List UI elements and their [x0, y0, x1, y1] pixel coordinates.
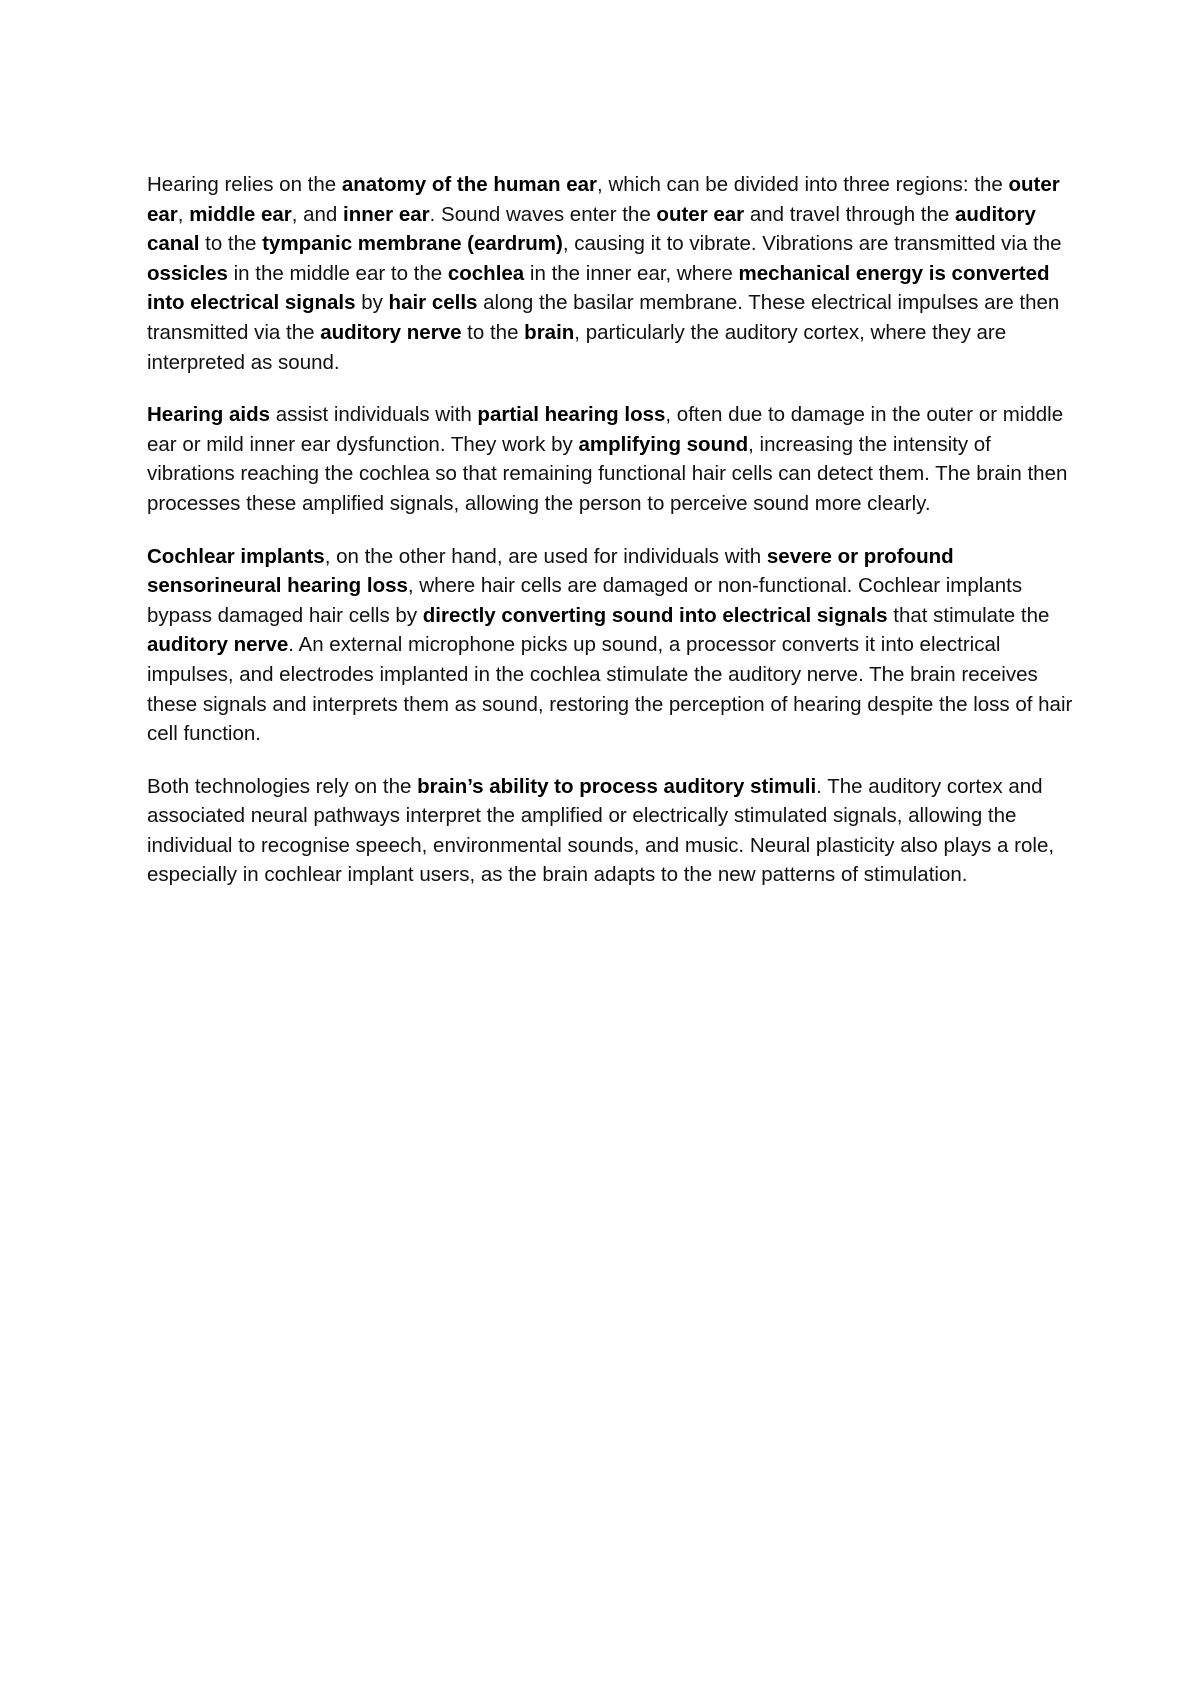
text-run: , and [291, 202, 344, 226]
bold-term: Cochlear implants [147, 544, 325, 568]
text-run: by [355, 291, 389, 315]
text-run: that stimulate the [887, 603, 1050, 627]
bold-term: severe or profound sensorineural hearing loss [147, 544, 954, 598]
text-run: , causing it to vibrate. Vibrations are transmitted via the [562, 232, 1062, 256]
text-run: , on the other hand, are used for individuals with [324, 544, 767, 568]
text-run: assist individuals with [270, 403, 478, 427]
text-run: . Sound waves enter the [429, 202, 657, 226]
text-run: . The auditory cortex and associated neural pathways interpret the amplified or electrically stimulated signals, allowing the individual to recognise speech, environmental sounds, and music. Neural plasticity also plays a role, especially in cochlear implant users, as the brain adapts to the new patterns of stimulation. [147, 774, 1055, 887]
document-body [147, 170, 1077, 913]
bold-term: auditory nerve [147, 633, 289, 657]
paragraph-hearing-aids [147, 400, 1077, 518]
bold-term: outer ear [147, 173, 1060, 226]
paragraph-brain-processing [147, 772, 1077, 890]
paragraph-ear-anatomy [147, 170, 1077, 377]
text-run: along the basilar membrane. These electrical impulses are then transmitted via the [147, 291, 1060, 344]
bold-term: Hearing aids [147, 403, 271, 427]
bold-term: tympanic membrane (eardrum) [262, 232, 563, 256]
text-run: . An external microphone picks up sound, a processor converts it into electrical impulses, and electrodes implanted in the cochlea stimulate the auditory nerve. The brain receives these signals and interprets them as sound, restoring the perception of hearing despite the loss of hair cell function. [147, 633, 1073, 746]
text-run: , where hair cells are damaged or non-functional. Cochlear implants bypass damaged hair cells by [147, 574, 1023, 627]
text-run: in the middle ear to the [227, 261, 448, 285]
bold-term: anatomy of the human ear [341, 173, 598, 196]
text-run: to the [461, 320, 525, 344]
text-run: Both technologies rely on the [147, 774, 418, 798]
text-run: to the [199, 232, 263, 256]
bold-term: amplifying sound [578, 432, 749, 456]
bold-term: hair cells [388, 291, 478, 315]
bold-term: directly converting sound into electrical signals [422, 603, 888, 627]
bold-term: inner ear [343, 202, 430, 226]
bold-term: auditory canal [147, 202, 1036, 256]
bold-term: middle ear [189, 202, 292, 226]
paragraph-cochlear-implants [147, 542, 1077, 749]
text-run: , increasing the intensity of vibrations reaching the cochlea so that remaining functional hair cells can detect them. The brain then processes these amplified signals, allowing the person to perceive sound more clearly. [147, 432, 1068, 515]
text-run: in the inner ear, where [524, 261, 739, 285]
bold-term: partial hearing loss [477, 403, 666, 427]
bold-term: mechanical energy is converted into electrical signals [147, 261, 1050, 315]
bold-term: ossicles [147, 261, 228, 285]
bold-term: auditory nerve [320, 320, 462, 344]
text-run: and travel through the [744, 202, 955, 226]
text-run: , [177, 202, 190, 226]
bold-term: brain’s ability to process auditory stimuli [417, 774, 817, 798]
bold-term: cochlea [447, 261, 525, 285]
text-run: , which can be divided into three regions: the [597, 173, 1009, 196]
text-run: , particularly the auditory cortex, where they are interpreted as sound. [147, 320, 1007, 374]
text-run: , often due to damage in the outer or middle ear or mild inner ear dysfunction. They work by [147, 403, 1064, 456]
text-run: Hearing relies on the [147, 173, 342, 196]
bold-term: outer ear [656, 202, 745, 226]
bold-term: brain [524, 320, 575, 344]
